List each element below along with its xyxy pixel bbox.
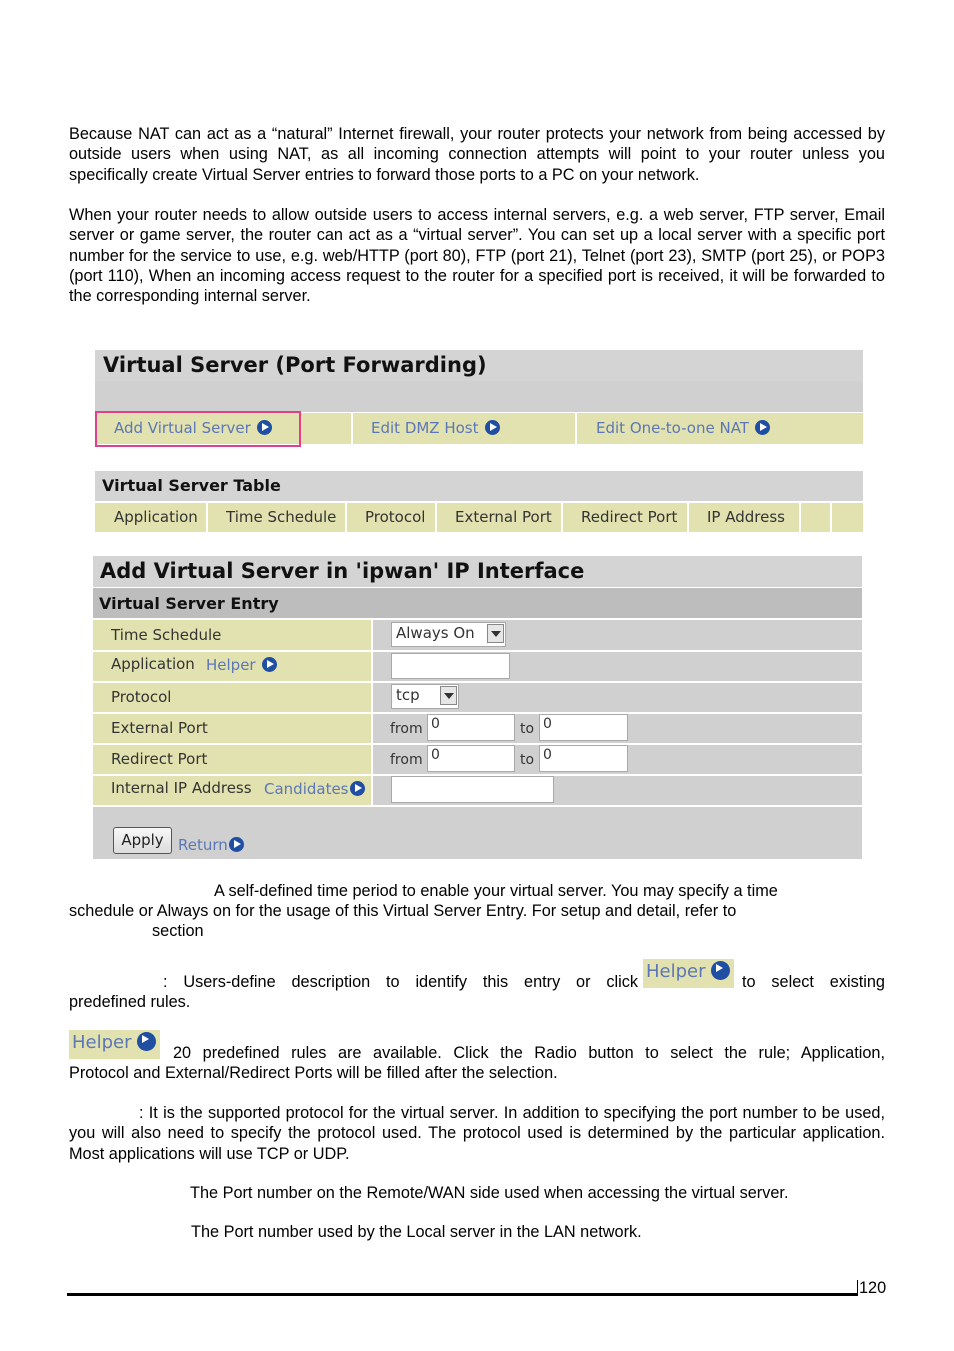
col-ip-address: IP Address [689, 503, 799, 532]
arrow-right-icon [485, 420, 500, 435]
arrow-right-icon [755, 420, 770, 435]
form-title: Add Virtual Server in 'ipwan' IP Interface [93, 556, 862, 587]
time-schedule-label: Time Schedule [111, 626, 222, 644]
time-schedule-select[interactable] [391, 622, 506, 647]
external-port-label: External Port [111, 719, 208, 737]
helper-button-label: Helper [72, 1032, 132, 1053]
from-label: from [390, 721, 423, 737]
internal-ip-input[interactable] [391, 776, 554, 803]
apply-button[interactable]: Apply [113, 827, 172, 854]
helper-link[interactable] [206, 655, 277, 674]
nav-dmz-label: Edit DMZ Host [371, 419, 479, 437]
candidates-link-label: Candidates [264, 780, 349, 798]
external-port-desc: The Port number on the Remote/WAN side used when accessing the virtual server. [190, 1184, 789, 1202]
arrow-right-icon [350, 781, 365, 796]
to-label: to [520, 752, 535, 768]
redirect-port-from-input[interactable]: 0 [427, 745, 515, 772]
nav-edit-one-to-one-nat[interactable] [577, 413, 863, 444]
col-application: Application [95, 503, 206, 532]
arrow-right-icon [711, 961, 730, 980]
intro-paragraph-1: Because NAT can act as a “natural” Internet firewall, your router protects your network from being accessed by outside users when using NAT, as all incoming connection attempts will point to your router unless you specifically create Virtual Server entries to forward those ports to a PC on your network. [69, 125, 885, 184]
redirect-port-desc: The Port number used by the Local server in the LAN network. [191, 1223, 642, 1241]
protocol-value: tcp [396, 686, 420, 704]
nav-nat-label: Edit One-to-one NAT [596, 419, 749, 437]
to-label: to [520, 721, 535, 737]
page-title: Virtual Server (Port Forwarding) [95, 350, 863, 381]
from-label: from [390, 752, 423, 768]
return-link[interactable] [178, 835, 244, 854]
external-port-to-input[interactable]: 0 [539, 714, 628, 741]
protocol-desc: : It is the supported protocol for the virtual server. In addition to specifying the port number to be used, you will also need to specify the protocol used. The protocol used is determined by the particular application. Most applications will use TCP or UDP. [69, 1104, 885, 1163]
time-schedule-desc-3: section [152, 922, 204, 940]
col-time-schedule: Time Schedule [208, 503, 345, 532]
application-desc-3: predefined rules. [69, 993, 191, 1011]
dropdown-arrow-icon [487, 624, 504, 643]
col-blank-2 [832, 503, 863, 532]
helper-button-image [69, 1030, 160, 1059]
return-link-label: Return [178, 836, 228, 854]
candidates-link[interactable] [264, 779, 365, 798]
page-number: 120 [859, 1279, 887, 1297]
application-label: Application [111, 655, 195, 673]
nav-add-label: Add Virtual Server [114, 419, 251, 437]
nav-edit-dmz-host[interactable] [353, 413, 575, 444]
time-schedule-value: Always On [396, 624, 475, 642]
col-blank-1 [801, 503, 830, 532]
col-external-port: External Port [437, 503, 561, 532]
time-schedule-desc-2: schedule or Always on for the usage of this Virtual Server Entry. For setup and detail, refer to [69, 902, 737, 920]
helper-button-image [643, 959, 734, 988]
form-section-title: Virtual Server Entry [93, 588, 862, 618]
table-title: Virtual Server Table [95, 471, 863, 501]
application-input[interactable] [391, 653, 510, 679]
title-spacer [95, 381, 863, 412]
footer-rule-tick [857, 1280, 858, 1296]
internal-ip-label: Internal IP Address [111, 779, 252, 797]
arrow-right-icon [137, 1032, 156, 1051]
redirect-port-label: Redirect Port [111, 750, 208, 768]
application-desc-1: : Users-define description to identify this entry or click [163, 973, 638, 991]
row-divider [93, 650, 862, 652]
helper-desc-1: 20 predefined rules are available. Click the Radio button to select the rule; Application, [173, 1044, 885, 1062]
dropdown-arrow-icon [440, 686, 457, 705]
external-port-from-input[interactable]: 0 [427, 714, 515, 741]
col-protocol: Protocol [347, 503, 435, 532]
time-schedule-desc-1: A self-defined time period to enable your virtual server. You may specify a time [214, 882, 778, 900]
redirect-port-to-input[interactable]: 0 [539, 745, 628, 772]
helper-desc-2: Protocol and External/Redirect Ports will be filled after the selection. [69, 1064, 558, 1082]
helper-link-label: Helper [206, 656, 256, 674]
application-desc-2: to select existing [742, 973, 885, 991]
footer-rule [67, 1293, 857, 1296]
arrow-right-icon [229, 837, 244, 852]
intro-paragraph-2: When your router needs to allow outside users to access internal servers, e.g. a web server, FTP server, Email server or game server, the router can act as a “virtual server”. You can set up a local server with a specific port number for the service to use, e.g. web/HTTP (port 80), FTP (port 21), Telnet (port 23), SMTP (port 25), or POP3 (port 110), When an incoming access request to the router for a specified port is received, it will be forwarded to the corresponding internal server. [69, 206, 885, 306]
helper-button-label: Helper [646, 961, 706, 982]
protocol-select[interactable] [391, 684, 459, 709]
arrow-right-icon [262, 657, 277, 672]
highlight-box [95, 411, 301, 447]
row-divider [93, 681, 862, 683]
col-redirect-port: Redirect Port [563, 503, 687, 532]
protocol-label: Protocol [111, 688, 172, 706]
